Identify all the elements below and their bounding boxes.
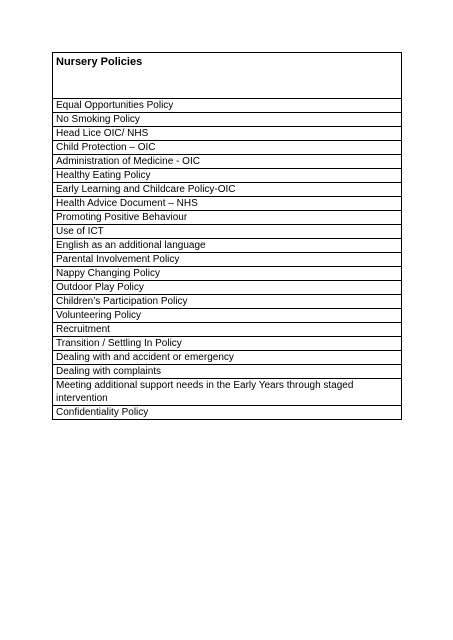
table-row: [53, 351, 402, 365]
table-row: [53, 406, 402, 420]
policy-item: Outdoor Play Policy: [53, 281, 402, 295]
policy-item: Children’s Participation Policy: [53, 295, 402, 309]
policy-item: Early Learning and Childcare Policy-OIC: [53, 183, 402, 197]
table-row: [53, 295, 402, 309]
table-row: [53, 309, 402, 323]
table-row: [53, 183, 402, 197]
policy-item: Meeting additional support needs in the Early Years through staged intervention: [53, 379, 402, 406]
policy-item: Equal Opportunities Policy: [53, 99, 402, 113]
table-header-row: [53, 53, 402, 99]
policy-item: Confidentiality Policy: [53, 406, 402, 420]
table-row: [53, 239, 402, 253]
table-row: [53, 197, 402, 211]
policy-item: Healthy Eating Policy: [53, 169, 402, 183]
table-row: [53, 155, 402, 169]
policy-item: No Smoking Policy: [53, 113, 402, 127]
policy-item: Dealing with and accident or emergency: [53, 351, 402, 365]
policy-item: Use of ICT: [53, 225, 402, 239]
table-row: [53, 99, 402, 113]
table-row: [53, 127, 402, 141]
table-row: [53, 253, 402, 267]
policy-item: Head Lice OIC/ NHS: [53, 127, 402, 141]
policy-item: Parental Involvement Policy: [53, 253, 402, 267]
policy-item: Administration of Medicine - OIC: [53, 155, 402, 169]
policy-item: Promoting Positive Behaviour: [53, 211, 402, 225]
policy-item: Recruitment: [53, 323, 402, 337]
table-row: [53, 337, 402, 351]
policy-item: Child Protection – OIC: [53, 141, 402, 155]
table-row: [53, 267, 402, 281]
table-row: [53, 365, 402, 379]
policy-item: Nappy Changing Policy: [53, 267, 402, 281]
policy-item: Dealing with complaints: [53, 365, 402, 379]
table-row: [53, 211, 402, 225]
policy-item: Volunteering Policy: [53, 309, 402, 323]
table-row: [53, 225, 402, 239]
table-title: Nursery Policies: [53, 53, 402, 99]
table-row: [53, 281, 402, 295]
policy-item: Health Advice Document – NHS: [53, 197, 402, 211]
policy-list: [53, 99, 402, 420]
policy-item: Transition / Settling In Policy: [53, 337, 402, 351]
table-row: [53, 113, 402, 127]
table-row: [53, 379, 402, 406]
table-row: [53, 141, 402, 155]
policy-item: English as an additional language: [53, 239, 402, 253]
table-row: [53, 169, 402, 183]
nursery-policies-table: [52, 52, 402, 420]
table-row: [53, 323, 402, 337]
